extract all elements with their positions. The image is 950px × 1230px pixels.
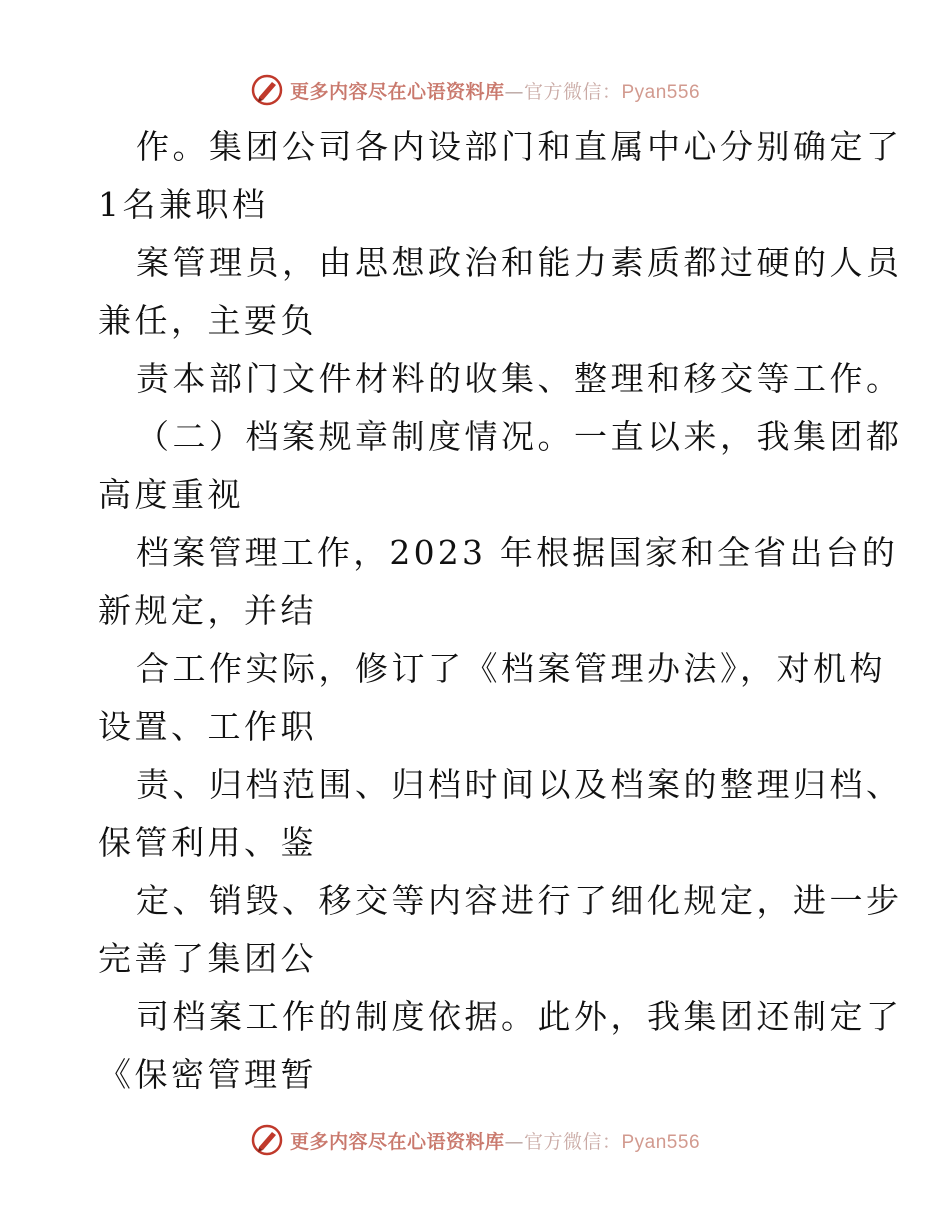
- watermark-text: [290, 77, 700, 104]
- text-line: 合工作实际，修订了《档案管理办法》，对机构: [136, 649, 886, 688]
- text-line: （二）档案规章制度情况。一直以来，我集团都: [136, 417, 903, 456]
- watermark-wechat-id: Pyan556: [621, 81, 701, 103]
- pen-logo-icon: [250, 1123, 284, 1157]
- text-line: 定、销毁、移交等内容进行了细化规定，进一步: [136, 881, 903, 920]
- text-line: 新规定，并结: [98, 591, 317, 630]
- text-line: 责本部门文件材料的收集、整理和移交等工作。: [136, 359, 903, 398]
- text-line: 设置、工作职: [98, 707, 317, 746]
- watermark-separator: —: [504, 80, 524, 103]
- watermark-text: [290, 1127, 700, 1154]
- text-line: 案管理员，由思想政治和能力素质都过硬的人员: [136, 243, 903, 282]
- footer-watermark: [0, 1120, 950, 1160]
- text-line: 高度重视: [98, 475, 244, 514]
- watermark-separator: —: [504, 1130, 524, 1153]
- text-line: 《保密管理暂: [98, 1055, 317, 1094]
- text-line: 司档案工作的制度依据。此外，我集团还制定了: [136, 997, 903, 1036]
- text-line: 1名兼职档: [98, 185, 269, 224]
- watermark-wechat-id: Pyan556: [621, 1131, 701, 1153]
- text-line: 兼任，主要负: [98, 301, 317, 340]
- pen-logo-icon: [250, 73, 284, 107]
- header-watermark: [0, 70, 950, 110]
- watermark-official-label: 官方微信：: [523, 1130, 622, 1153]
- watermark-main-text: 更多内容尽在心语资料库: [289, 80, 505, 103]
- text-line: 完善了集团公: [98, 939, 317, 978]
- text-line: 责、归档范围、归档时间以及档案的整理归档、: [136, 765, 903, 804]
- watermark-main-text: 更多内容尽在心语资料库: [289, 1130, 505, 1153]
- text-line: 保管利用、鉴: [98, 823, 317, 862]
- watermark-official-label: 官方微信：: [523, 80, 622, 103]
- document-body: [98, 118, 903, 1104]
- text-line: 作。集团公司各内设部门和直属中心分别确定了: [136, 127, 903, 166]
- text-line: 档案管理工作，2023 年根据国家和全省出台的: [136, 533, 899, 572]
